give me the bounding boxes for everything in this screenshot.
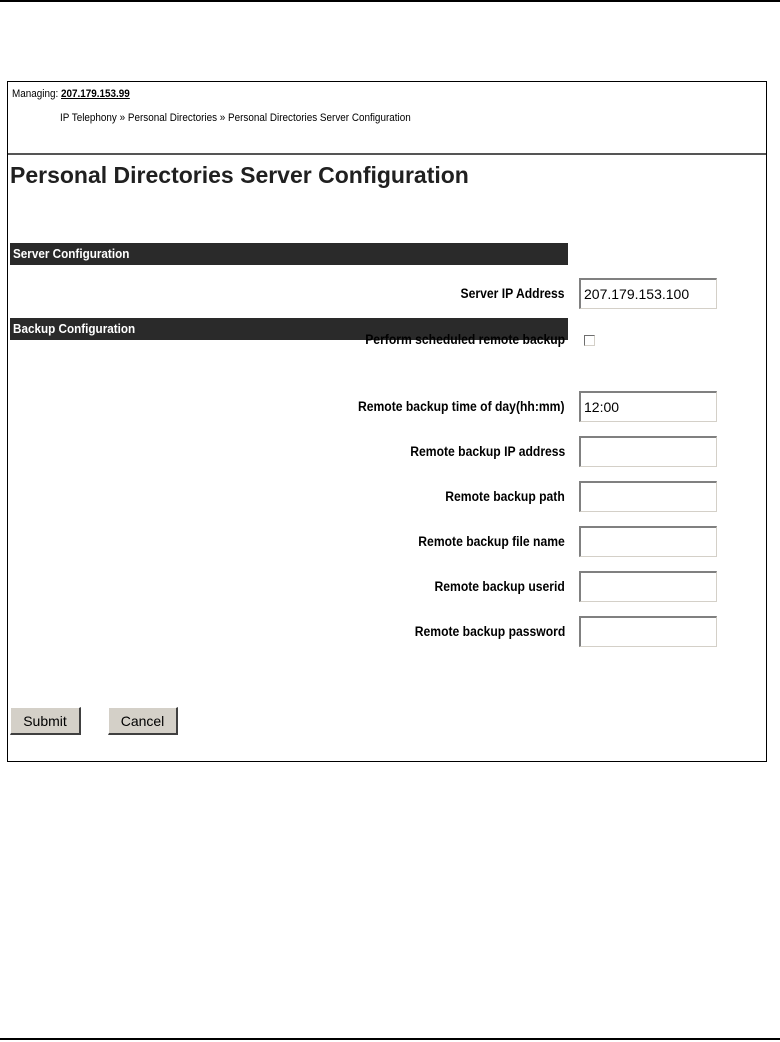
submit-button[interactable]: Submit bbox=[10, 707, 81, 735]
server-configuration-heading bbox=[10, 243, 568, 265]
backup-ip-label: Remote backup IP address bbox=[409, 444, 565, 459]
backup-userid-label: Remote backup userid bbox=[434, 579, 565, 594]
managing-label: Managing: bbox=[12, 88, 59, 100]
page-title: Personal Directories Server Configuration bbox=[10, 162, 469, 188]
scheduled-backup-label: Perform scheduled remote backup bbox=[365, 332, 565, 347]
scheduled-backup-checkbox[interactable] bbox=[584, 335, 595, 346]
bottom-page-rule bbox=[0, 1038, 780, 1040]
backup-configuration-heading-text: Backup Configuration bbox=[13, 321, 136, 336]
managing-line bbox=[12, 88, 130, 100]
backup-userid-input[interactable] bbox=[579, 571, 717, 602]
backup-file-name-label: Remote backup file name bbox=[418, 534, 565, 549]
backup-password-label: Remote backup password bbox=[414, 624, 565, 639]
backup-path-input[interactable] bbox=[579, 481, 717, 512]
backup-path-label: Remote backup path bbox=[445, 489, 565, 504]
server-ip-label: Server IP Address bbox=[460, 286, 565, 301]
top-page-rule bbox=[0, 0, 780, 2]
server-ip-input[interactable] bbox=[579, 278, 717, 309]
title-divider bbox=[8, 153, 766, 155]
breadcrumb: IP Telephony » Personal Directories » Personal Directories Server Configuration bbox=[60, 112, 411, 124]
managing-ip-link[interactable]: 207.179.153.99 bbox=[60, 88, 130, 100]
backup-time-label: Remote backup time of day(hh:mm) bbox=[358, 399, 565, 414]
backup-password-input[interactable] bbox=[579, 616, 717, 647]
cancel-button[interactable]: Cancel bbox=[108, 707, 178, 735]
backup-ip-input[interactable] bbox=[579, 436, 717, 467]
backup-file-name-input[interactable] bbox=[579, 526, 717, 557]
browser-content-frame bbox=[7, 81, 767, 762]
server-configuration-heading-text: Server Configuration bbox=[13, 246, 130, 261]
backup-time-input[interactable] bbox=[579, 391, 717, 422]
